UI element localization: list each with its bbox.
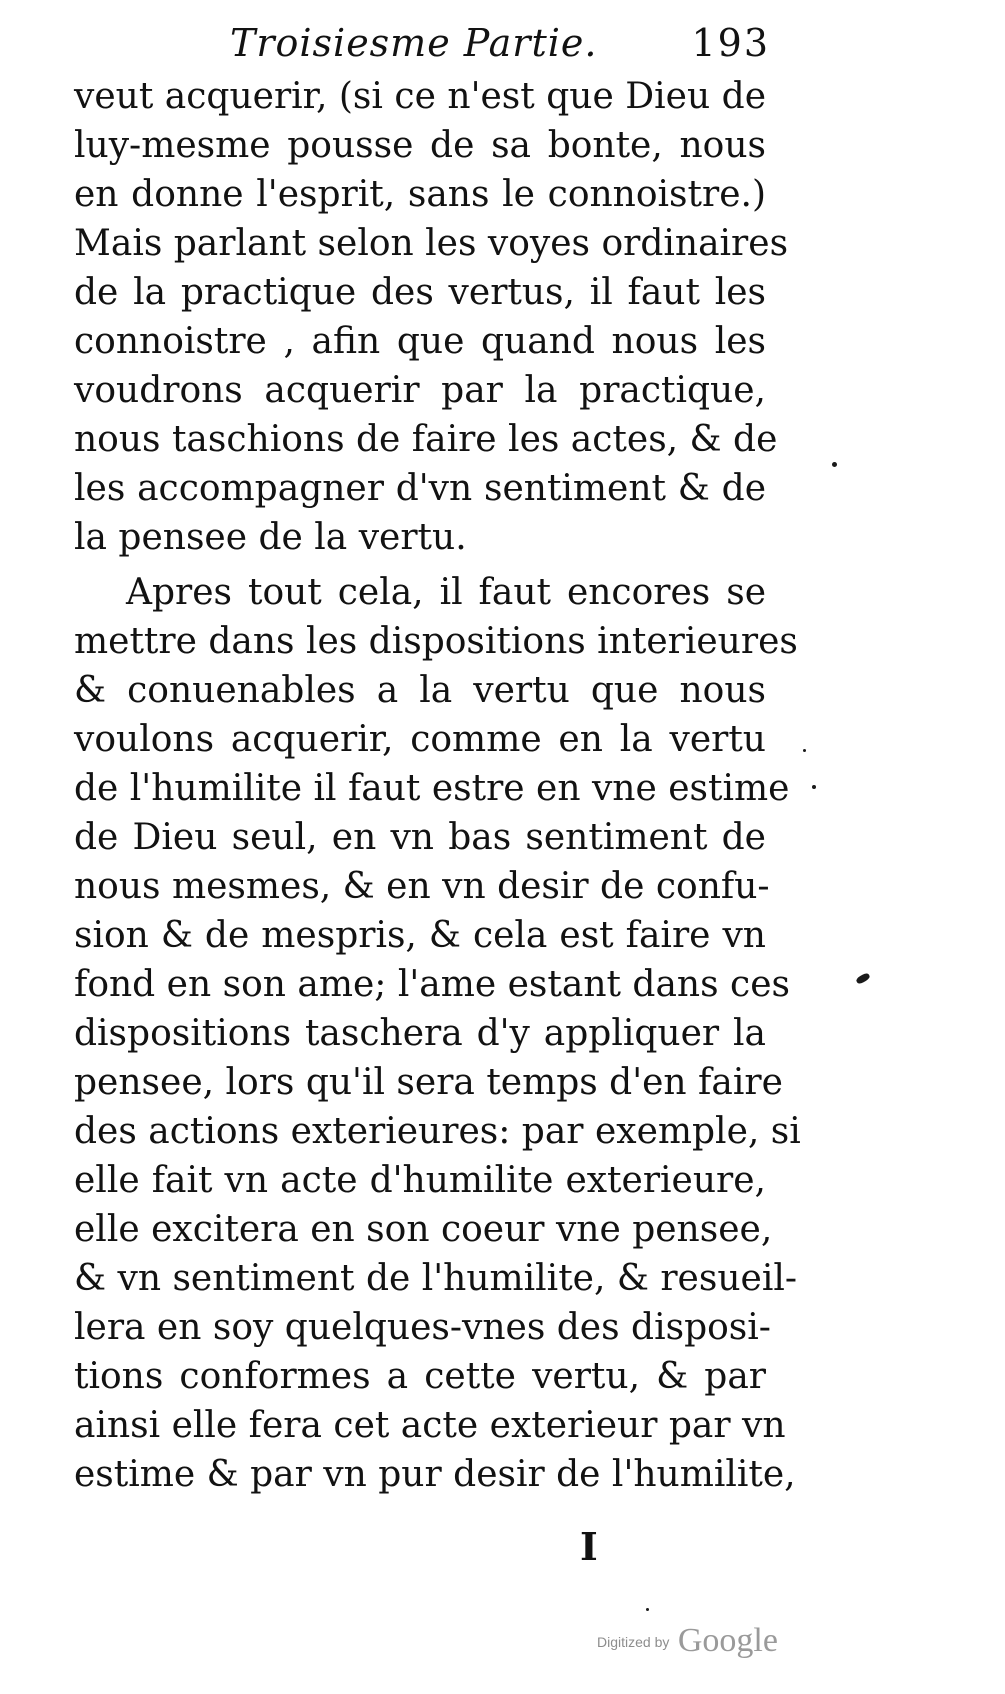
text-line: ainsi elle fera cet acte exterieur par vn [74,1405,786,1446]
scan-speck [832,462,837,467]
text-line: nous mesmes, & en vn desir de confu- [74,866,770,907]
text-line: voulons acquerir, comme en la vertu [74,719,766,760]
signature-mark: I [580,1524,598,1569]
scan-speck [855,972,871,985]
text-line: lera en soy quelques-vnes des disposi- [74,1307,771,1348]
text-line: & conuenables a la vertu que nous [74,670,766,711]
text-line: estime & par vn pur desir de l'humilite, [74,1454,796,1495]
text-line: la pensee de la vertu. [74,517,467,558]
text-line: mettre dans les dispositions interieures [74,621,798,662]
watermark-prefix: Digitized by [597,1634,670,1650]
text-line: nous taschions de faire les actes, & de [74,419,778,460]
text-line: veut acquerir, (si ce n'est que Dieu de [74,76,766,117]
text-line: les accompagner d'vn sentiment & de [74,468,766,509]
paragraph-2 [74,568,801,1499]
text-line: connoistre , afin que quand nous les [74,321,766,362]
text-line: des actions exterieures: par exemple, si [74,1111,801,1152]
text-line: luy-mesme pousse de sa bonte, nous [74,125,766,166]
paragraph-1 [74,72,789,562]
running-title: Troisiesme Partie. [230,21,598,65]
text-line: elle excitera en son coeur vne pensee, [74,1209,773,1250]
text-line: de l'humilite il faut estre en vne estime [74,768,790,809]
scan-speck [646,1608,649,1611]
text-line: & vn sentiment de l'humilite, & resueil- [74,1258,798,1299]
scan-speck [803,749,806,752]
text-line: Mais parlant selon les voyes ordinaires [74,223,789,264]
text-line: elle fait vn acte d'humilite exterieure, [74,1160,766,1201]
running-head [230,14,770,72]
text-line: dispositions taschera d'y appliquer la [74,1013,766,1054]
scan-speck [812,785,816,789]
text-line: fond en son ame; l'ame estant dans ces [74,964,790,1005]
page-number: 193 [691,21,770,65]
body-text [74,72,801,1499]
watermark-brand: Google [677,1622,778,1659]
text-line: en donne l'esprit, sans le connoistre.) [74,174,766,215]
digitized-watermark [597,1622,778,1660]
text-line: tions conformes a cette vertu, & par [74,1356,766,1397]
text-line: de Dieu seul, en vn bas sentiment de [74,817,766,858]
text-line: pensee, lors qu'il sera temps d'en faire [74,1062,783,1103]
text-line: de la practique des vertus, il faut les [74,272,766,313]
text-line: sion & de mespris, & cela est faire vn [74,915,766,956]
text-line: Apres tout cela, il faut encores se [126,572,766,613]
text-line: voudrons acquerir par la practique, [74,370,766,411]
